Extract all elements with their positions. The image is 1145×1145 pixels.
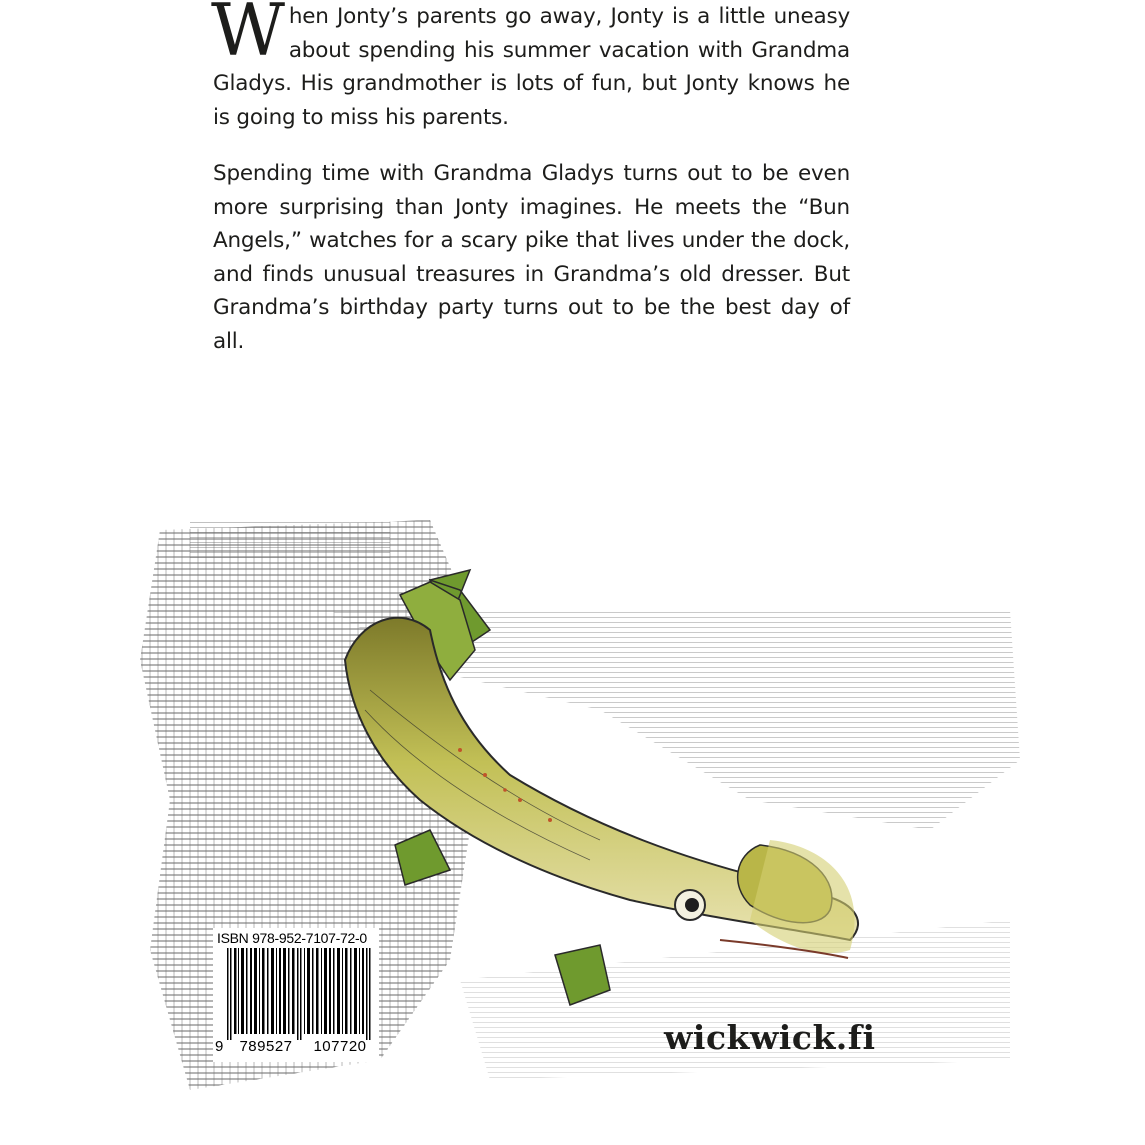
barcode-bars: [227, 948, 377, 1040]
barcode-digit-first: 9: [215, 1038, 224, 1055]
drop-cap: W: [211, 0, 285, 72]
blurb-paragraph-1-text: hen Jonty’s parents go away, Jonty is a little uneasy about spending his summer vacation with Grandma Gladys. His grandmother is lots of fun, but Jonty knows he is going to miss his parents.: [213, 4, 850, 130]
blurb-text: [213, 0, 850, 358]
isbn-barcode: [213, 928, 379, 1062]
blurb-paragraph-2: Spending time with Grandma Gladys turns out to be even more surprising than Jonty imagines. He meets the “Bun Angels,” watches for a scary pike that lives under the dock, and finds unusual treasures in Grandma’s old dresser. But Grandma’s birthday party turns out to be the best day of all.: [213, 161, 850, 354]
blurb-paragraph-1: [213, 0, 850, 134]
barcode-digits: [215, 1038, 379, 1055]
barcode-digits-left: 789527: [239, 1038, 293, 1055]
barcode-digits-right: 107720: [313, 1038, 367, 1055]
publisher-website: wickwick.fi: [664, 1018, 876, 1057]
isbn-label: ISBN 978-952-7107-72-0: [217, 930, 367, 946]
